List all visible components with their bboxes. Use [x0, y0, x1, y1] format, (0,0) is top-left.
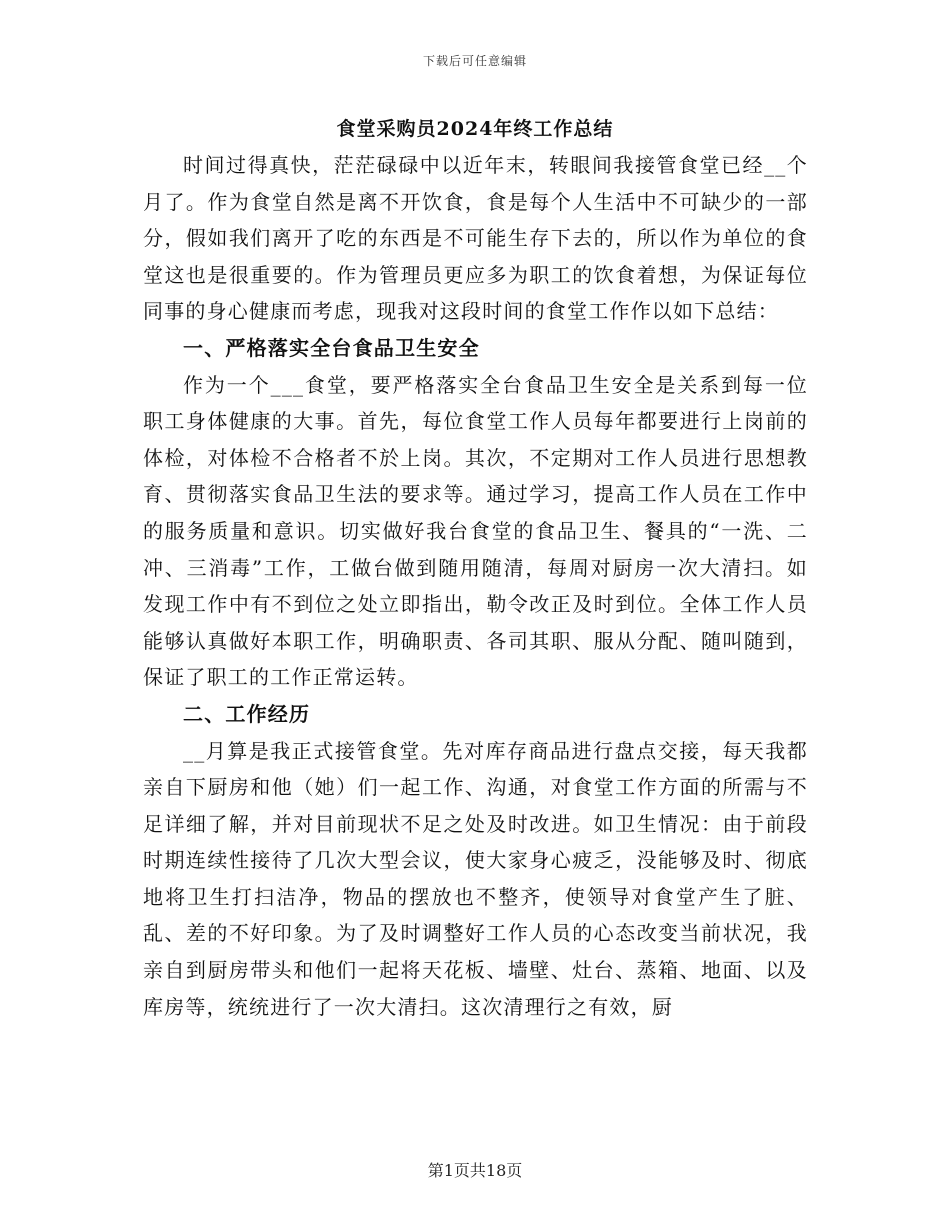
section-heading-2: 二、工作经历 [183, 701, 311, 726]
intro-paragraph: 时间过得真快，茫茫碌碌中以近年末，转眼间我接管食堂已经__个月了。作为食堂自然是离不开饮食，食是每个人生活中不可缺少的一部分，假如我们离开了吃的东西是不可能生存下去的，所以作为单位的食堂这也是很重要的。作为管理员更应多为职工的饮食着想，为保证每位同事的身心健康而考虑，现我对这段时间的食堂工作作以如下总结： [143, 153, 808, 324]
page-footer-number: 第1页共18页 [427, 1161, 523, 1180]
section-heading-1: 一、严格落实全台食品卫生安全 [183, 335, 480, 360]
section-paragraph-2: __月算是我正式接管食堂。先对库存商品进行盘点交接，每天我都亲自下厨房和他（她）们一起工作、沟通，对食堂工作方面的所需与不足详细了解，并对目前现状不足之处及时改进。如卫生情况：由于前段时期连续性接待了几次大型会议，使大家身心疲乏，没能够及时、彻底地将卫生打扫洁净，物品的摆放也不整齐，使领导对食堂产生了脏、乱、差的不好印象。为了及时调整好工作人员的心态改变当前状况，我亲自到厨房带头和他们一起将天花板、墙壁、灶台、蒸箱、地面、以及库房等，统统进行了一次大清扫。这次清理行之有效，厨 [143, 738, 808, 1019]
document-title: 食堂采购员2024年终工作总结 [336, 118, 614, 140]
document-body [143, 147, 808, 1025]
section-paragraph-1: 作为一个___食堂，要严格落实全台食品卫生安全是关系到每一位职工身体健康的大事。首先，每位食堂工作人员每年都要进行上岗前的体检，对体检不合格者不於上岗。其次，不定期对工作人员进行思想教育、贯彻落实食品卫生法的要求等。通过学习，提高工作人员在工作中的服务质量和意识。切实做好我台食堂的食品卫生、餐具的“一洗、二冲、三消毒”工作，工做台做到随用随清，每周对厨房一次大清扫。如发现工作中有不到位之处立即指出，勒令改正及时到位。全体工作人员能够认真做好本职工作，明确职责、各司其职、服从分配、随叫随到，保证了职工的工作正常运转。 [143, 372, 808, 690]
page-header-note: 下载后可任意编辑 [422, 54, 527, 68]
